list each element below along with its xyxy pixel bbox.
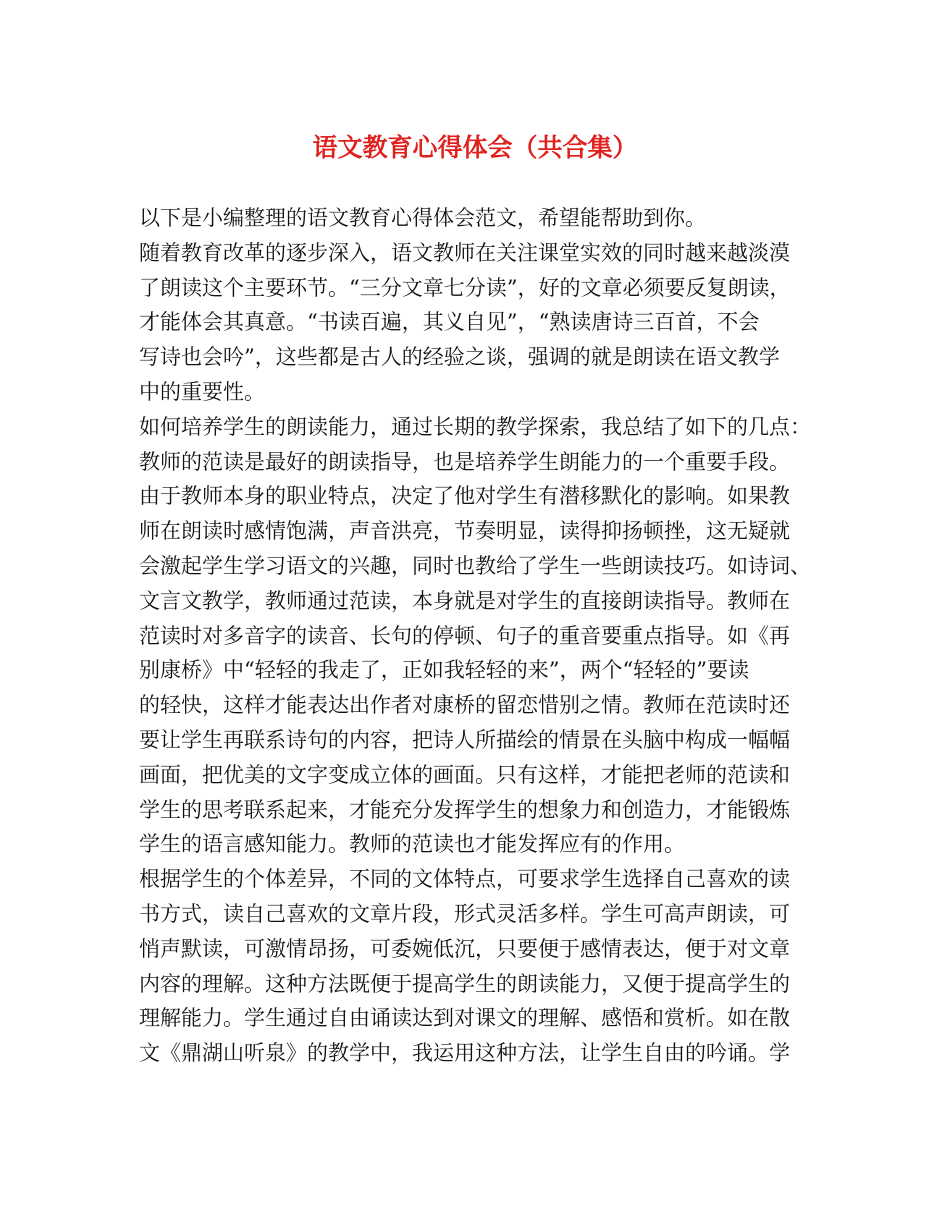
- body-line: 根据学生的个体差异，不同的文体特点，可要求学生选择自己喜欢的读: [139, 867, 790, 892]
- body-line: 学生的思考联系起来，才能充分发挥学生的想象力和创造力，才能锻炼: [139, 797, 790, 822]
- body-line: 教师的范读是最好的朗读指导，也是培养学生朗能力的一个重要手段。: [139, 449, 790, 474]
- body-line: 如何培养学生的朗读能力，通过长期的教学探索，我总结了如下的几点：: [139, 414, 811, 439]
- body-line: 随着教育改革的逐步深入，语文教师在关注课堂实效的同时越来越淡漠: [139, 240, 790, 265]
- body-line: 了朗读这个主要环节。“三分文章七分读”，好的文章必须要反复朗读，: [139, 275, 791, 300]
- body-line: 会激起学生学习语文的兴趣，同时也教给了学生一些朗读技巧。如诗词、: [139, 553, 811, 578]
- body-line: 别康桥》中“轻轻的我走了，正如我轻轻的来”，两个“轻轻的”要读: [139, 658, 749, 683]
- body-line: 理解能力。学生通过自由诵读达到对课文的理解、感悟和赏析。如在散: [139, 1006, 790, 1031]
- body-line: 文《鼎湖山听泉》的教学中，我运用这种方法，让学生自由的吟诵。学: [139, 1041, 790, 1066]
- body-line: 写诗也会吟”，这些都是古人的经验之谈，强调的就是朗读在语文教学: [139, 345, 780, 370]
- body-line: 学生的语言感知能力。教师的范读也才能发挥应有的作用。: [139, 832, 685, 857]
- body-line: 师在朗读时感情饱满，声音洪亮，节奏明显，读得抑扬顿挫，这无疑就: [139, 519, 790, 544]
- document-title: 语文教育心得体会（共合集）: [312, 133, 638, 162]
- body-line: 要让学生再联系诗句的内容，把诗人所描绘的情景在头脑中构成一幅幅: [139, 727, 790, 752]
- body-line: 文言文教学，教师通过范读，本身就是对学生的直接朗读指导。教师在: [139, 588, 790, 613]
- body-line: 由于教师本身的职业特点，决定了他对学生有潜移默化的影响。如果教: [139, 484, 790, 509]
- document-body: [139, 201, 825, 1071]
- body-line: 书方式，读自己喜欢的文章片段，形式灵活多样。学生可高声朗读，可: [139, 901, 790, 926]
- body-line: 范读时对多音字的读音、长句的停顿、句子的重音要重点指导。如《再: [139, 623, 790, 648]
- body-line: 画面，把优美的文字变成立体的画面。只有这样，才能把老师的范读和: [139, 762, 790, 787]
- body-line: 悄声默读，可激情昂扬，可委婉低沉，只要便于感情表达，便于对文章: [139, 936, 790, 961]
- body-line: 内容的理解。这种方法既便于提高学生的朗读能力，又便于提高学生的: [139, 971, 790, 996]
- body-line: 以下是小编整理的语文教育心得体会范文，希望能帮助到你。: [139, 206, 706, 230]
- body-line: 的轻快，这样才能表达出作者对康桥的留恋惜别之情。教师在范读时还: [139, 693, 790, 718]
- body-line: 中的重要性。: [139, 379, 265, 404]
- body-line: 才能体会其真意。“书读百遍，其义自见”，“熟读唐诗三百首，不会: [139, 310, 760, 335]
